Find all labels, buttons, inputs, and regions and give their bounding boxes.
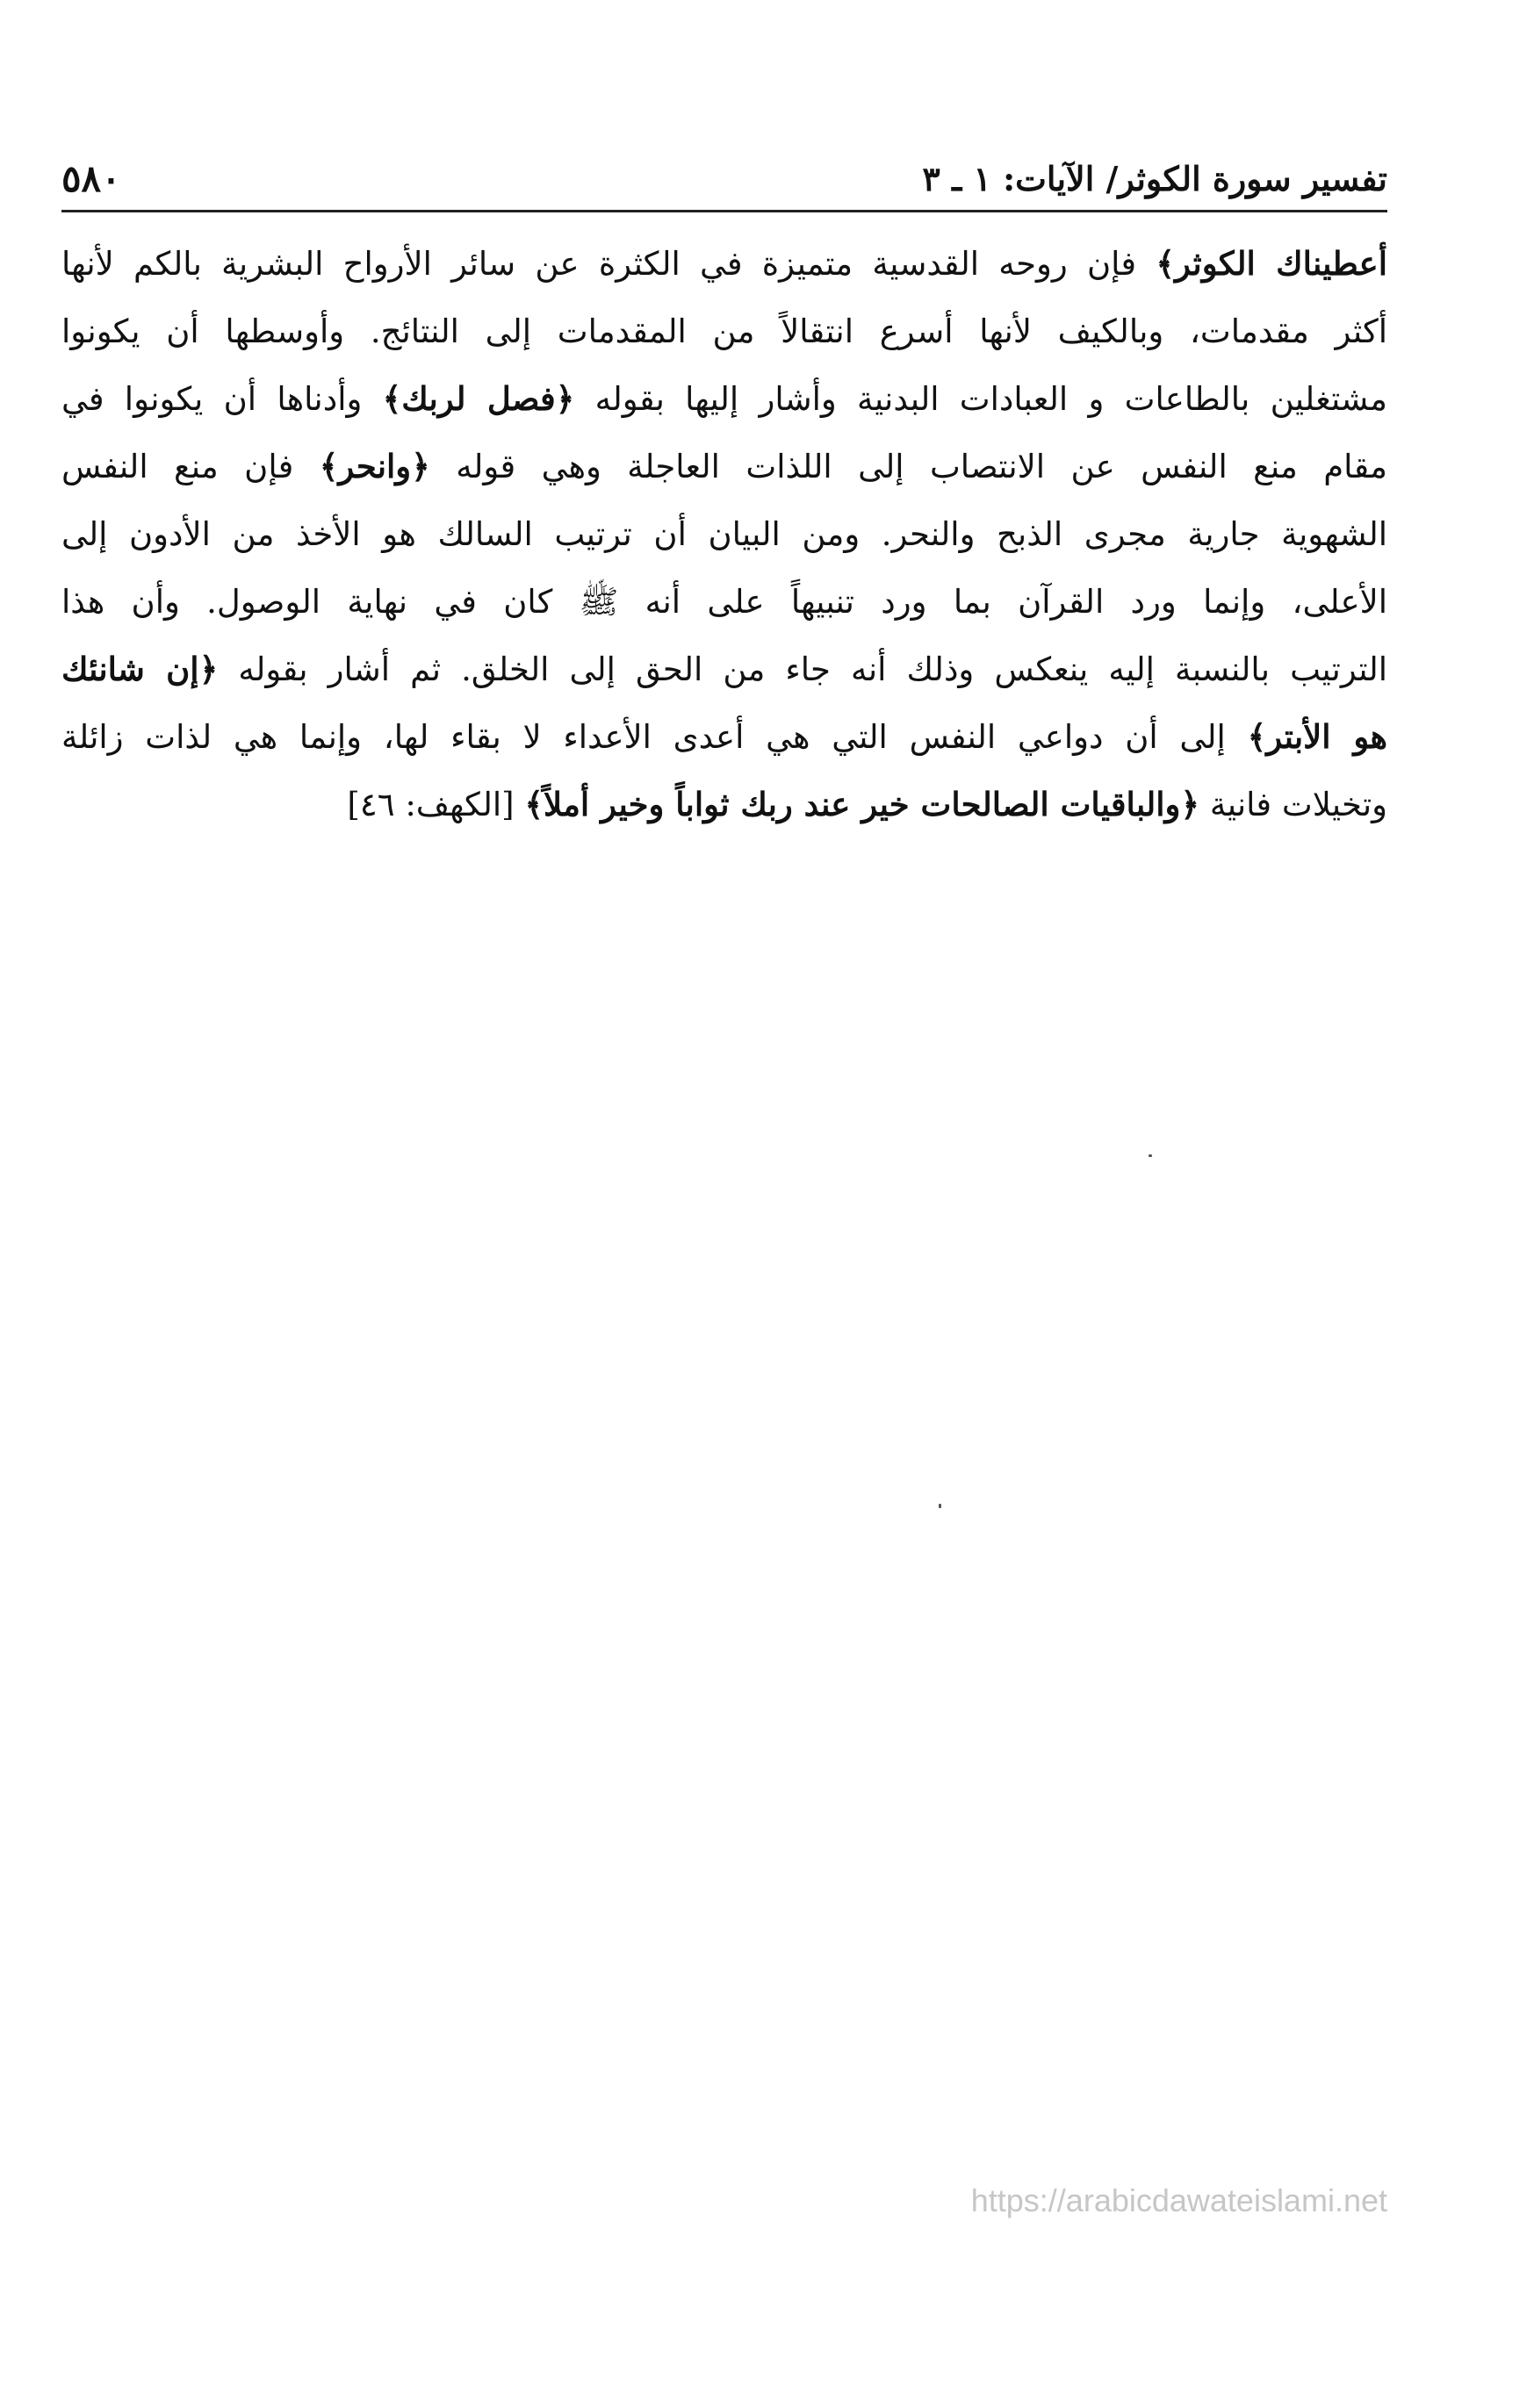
quran-quote: هو الأبتر﴾: [1247, 717, 1387, 756]
text-run: الترتيب بالنسبة إليه ينعكس وذلك أنه جاء من الحق إلى الخلق. ثم أشار بقوله: [218, 651, 1387, 688]
text-run: الأعلى، وإنما ورد القرآن بما ورد تنبيهاً على أنه ﷺ كان في نهاية الوصول. وأن هذا: [61, 583, 1387, 621]
text-line: [61, 365, 1387, 433]
text-line: [61, 771, 1387, 838]
quran-quote: ﴿فصل لربك﴾: [382, 379, 575, 418]
text-line: [61, 433, 1387, 500]
running-title: تفسير سورة الكوثر/ الآيات: ١ ـ ٣: [922, 158, 1387, 198]
quran-quote: ﴿إن شانئك: [61, 650, 219, 688]
text-run: أكثر مقدمات، وبالكيف لأنها أسرع انتقالاً من المقدمات إلى النتائج. وأوسطها أن يكونوا: [61, 313, 1387, 350]
text-run: وأدناها أن يكونوا في: [61, 380, 383, 418]
quran-quote: ﴿وانحر﴾: [319, 447, 430, 485]
running-header: [61, 151, 1387, 205]
text-line: [61, 703, 1387, 771]
scan-speck: [1149, 1154, 1152, 1157]
text-line: [61, 636, 1387, 703]
body-paragraph: [61, 230, 1387, 838]
text-run: فإن روحه القدسية متميزة في الكثرة عن سائر الأرواح البشرية بالكم لأنها: [61, 245, 1156, 283]
text-run: [الكهف: ٤٦]: [347, 786, 525, 823]
page-number: ٥٨٠: [61, 156, 121, 200]
scan-speck: [939, 1504, 941, 1508]
text-run: مقام منع النفس عن الانتصاب إلى اللذات العاجلة وهي قوله: [429, 448, 1387, 485]
text-run: فإن منع النفس: [61, 448, 320, 485]
quran-quote: أعطيناك الكوثر﴾: [1156, 244, 1387, 283]
text-run: الشهوية جارية مجرى الذبح والنحر. ومن البيان أن ترتيب السالك هو الأخذ من الأدون إلى: [61, 515, 1387, 553]
text-run: إلى أن دواعي النفس التي هي أعدى الأعداء لا بقاء لها، وإنما هي لذات زائلة: [61, 718, 1248, 756]
text-run: وتخيلات فانية: [1199, 786, 1387, 823]
text-line: [61, 230, 1387, 298]
text-line: [61, 298, 1387, 365]
quran-quote: ﴿والباقيات الصالحات خير عند ربك ثواباً وخير أملاً﴾: [524, 785, 1200, 823]
watermark-url: https://arabicdawateislami.net: [970, 2182, 1387, 2218]
text-line: [61, 500, 1387, 568]
text-run: مشتغلين بالطاعات و العبادات البدنية وأشار إليها بقوله: [574, 380, 1387, 418]
text-line: [61, 568, 1387, 636]
header-rule: [61, 210, 1387, 212]
